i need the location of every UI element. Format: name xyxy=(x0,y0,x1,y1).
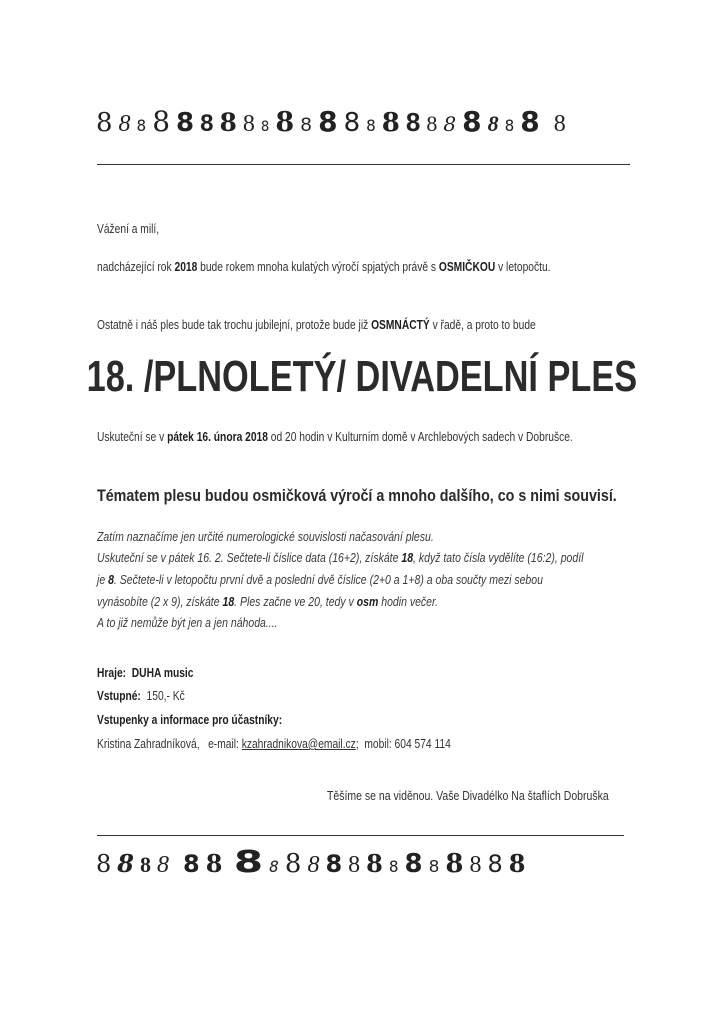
ball-bold: OSMNÁCTÝ xyxy=(371,318,430,332)
it4-bold-2: osm xyxy=(356,595,379,609)
eight-glyph: 8 xyxy=(343,108,361,138)
entry-line xyxy=(97,689,185,703)
it4-pre: vynásobíte (2 x 9), získáte xyxy=(97,595,223,609)
year-pre: nadcházející rok xyxy=(97,260,175,274)
eight-glyph: 8 xyxy=(118,111,131,137)
eight-glyph: 8 xyxy=(200,110,214,137)
eight-glyph: 8 xyxy=(381,108,400,138)
eight-glyph: 8 xyxy=(405,108,421,137)
entry-label: Vstupné: xyxy=(97,689,141,703)
eight-glyph: 8 xyxy=(176,108,195,138)
top-divider xyxy=(97,164,630,165)
eight-glyph: 8 xyxy=(426,111,438,136)
tickets-heading xyxy=(97,713,282,727)
year-bold: OSMIČKOU xyxy=(438,260,496,274)
eight-glyph: 8 xyxy=(307,852,320,878)
phone-label: mobil: xyxy=(364,737,392,751)
contact-name: Kristina Zahradníková, xyxy=(97,737,200,751)
eight-glyph: 8 xyxy=(234,848,264,880)
greeting: Vážení a milí, xyxy=(97,222,160,236)
eight-glyph: 8 xyxy=(318,108,338,138)
plays-label: Hraje: xyxy=(97,666,127,680)
entry-value: 150,- Kč xyxy=(146,689,185,703)
bottom-divider xyxy=(97,835,624,836)
eight-glyph: 8 xyxy=(284,849,302,879)
ball-pre: Ostatně i náš ples bude tak trochu jubilejní, protože bude již xyxy=(97,318,372,332)
main-title-text: 18. /PLNOLETÝ/ DIVADELNÍ PLES xyxy=(86,352,638,401)
place-pre: Uskuteční se v xyxy=(97,430,168,444)
numerology-line-5: A to již nemůže být jen a jen náhoda.... xyxy=(97,616,278,630)
year-mid: bude rokem mnoha kulatých výročí spjatých právě s xyxy=(197,260,439,274)
numerology-line-4 xyxy=(97,595,438,609)
it4-post: hodin večer. xyxy=(378,595,439,609)
eight-glyph: 8 xyxy=(325,850,343,878)
phone-number: 604 574 114 xyxy=(394,737,451,751)
it2-post: , když tato čísla vydělíte (16:2), podíl xyxy=(413,551,584,565)
ball-sentence xyxy=(97,318,536,332)
it4-bold: 18 xyxy=(222,595,235,609)
place-date: pátek 16. února 2018 xyxy=(167,430,268,444)
eight-glyph: 8 xyxy=(269,857,279,876)
eight-glyph: 8 xyxy=(348,852,361,878)
eight-glyph: 8 xyxy=(156,852,169,878)
eight-glyph: 8 xyxy=(366,849,383,878)
decorative-eights-top xyxy=(96,108,636,148)
tickets-label: Vstupenky a informace pro účastníky: xyxy=(97,713,283,727)
email-link[interactable]: kzahradnikova@email.cz xyxy=(241,737,356,751)
it2-pre: Uskuteční se v pátek 16. 2. Sečtete-li číslice data (16+2), získáte xyxy=(97,551,402,565)
eight-glyph: 8 xyxy=(242,111,255,137)
eight-glyph: 8 xyxy=(96,850,112,878)
eight-glyph: 8 xyxy=(469,852,482,878)
numerology-line-1: Zatím naznačíme jen určité numerologické souvislosti načasování plesu. xyxy=(97,530,434,544)
plays-value: DUHA music xyxy=(131,666,194,680)
eight-glyph: 8 xyxy=(508,849,526,878)
eight-glyph: 8 xyxy=(487,850,503,878)
eight-glyph: 8 xyxy=(462,108,482,138)
eight-glyph: 8 xyxy=(504,116,515,135)
eight-glyph: 8 xyxy=(136,116,147,135)
eight-glyph: 8 xyxy=(487,111,499,136)
eight-glyph: 8 xyxy=(182,850,200,878)
year-number: 2018 xyxy=(174,260,198,274)
eight-glyph: 8 xyxy=(388,857,399,876)
it4-mid: . Ples začne ve 20, tedy v xyxy=(234,595,357,609)
numerology-line-3 xyxy=(97,573,543,587)
year-post: v letopočtu. xyxy=(495,260,551,274)
theme-heading: Tématem plesu budou osmičková výročí a mnoho dalšího, co s nimi souvisí. xyxy=(97,486,617,505)
decorative-eights-bottom xyxy=(96,848,636,888)
year-sentence xyxy=(97,260,551,274)
eight-glyph: 8 xyxy=(152,108,171,138)
eight-glyph: 8 xyxy=(366,116,376,135)
eight-glyph: 8 xyxy=(205,849,223,878)
it3-pre: je xyxy=(97,573,109,587)
eight-glyph: 8 xyxy=(96,108,113,138)
numerology-line-2 xyxy=(97,551,583,565)
eight-glyph: 8 xyxy=(117,849,134,878)
eight-glyph: 8 xyxy=(445,849,464,879)
closing-line: Těšíme se na viděnou. Vaše Divadélko Na štaflích Dobruška xyxy=(327,789,609,803)
main-title xyxy=(0,352,724,402)
contact-line: Kristina Zahradníková, e-mail: kzahradnikova@email.cz; mobil: 604 574 114 xyxy=(97,737,451,751)
eight-glyph: 8 xyxy=(275,108,295,138)
eight-glyph: 8 xyxy=(553,111,566,137)
ball-post: v řadě, a proto to bude xyxy=(429,318,536,332)
it3-post: . Sečtete-li v letopočtu první dvě a poslední dvě číslice (2+0 a 1+8) a oba součty mezi sebou xyxy=(113,573,543,587)
eight-glyph: 8 xyxy=(428,858,440,878)
eight-glyph: 8 xyxy=(300,115,313,138)
it3-bold: 8 xyxy=(108,573,114,587)
place-sentence xyxy=(97,430,573,444)
eight-glyph: 8 xyxy=(260,119,270,135)
eight-glyph: 8 xyxy=(404,849,423,879)
eight-glyph: 8 xyxy=(139,852,151,877)
eight-glyph: 8 xyxy=(219,108,237,137)
plays-line xyxy=(97,666,193,680)
place-post: od 20 hodin v Kulturním domě v Archlebových sadech v Dobrušce. xyxy=(267,430,573,444)
eight-glyph: 8 xyxy=(443,112,457,136)
it2-bold: 18 xyxy=(401,551,414,565)
eight-glyph: 8 xyxy=(520,108,540,138)
email-label: e-mail: xyxy=(208,737,239,751)
